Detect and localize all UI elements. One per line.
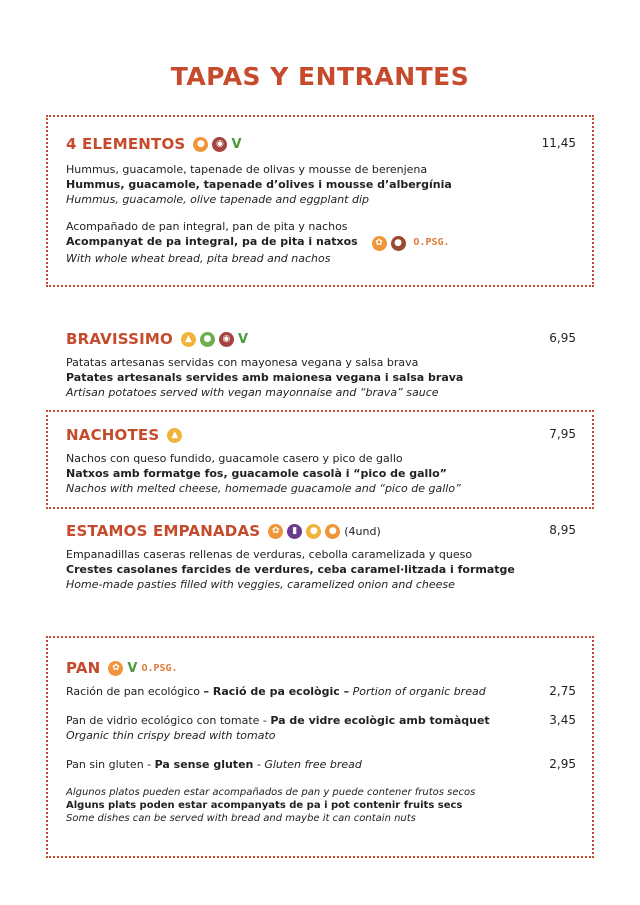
item-price: 2,75	[549, 684, 576, 698]
bravissimo-header	[66, 329, 576, 349]
item-es: Pan sin gluten -	[66, 758, 155, 771]
desc-es: Nachos con queso fundido, guacamole casero y pico de gallo	[66, 452, 403, 465]
egg-icon: ●	[306, 524, 321, 539]
bravissimo-section	[66, 329, 576, 400]
desc-en: Hummus, guacamole, olive tapenade and eggplant dip	[66, 193, 369, 206]
item-es: Ración de pan ecológico	[66, 685, 204, 698]
lactose-icon: ▮	[287, 524, 302, 539]
nachotes-section	[66, 425, 576, 496]
acc-icons	[372, 236, 406, 251]
note-en: Some dishes can be served with bread and maybe it can contain nuts	[66, 813, 416, 824]
item-ca: Pa de vidre ecològic amb tomàquet	[270, 714, 490, 727]
item-price: 3,45	[549, 713, 576, 727]
allergen-icons	[268, 524, 340, 539]
vegan-icon: V	[231, 136, 242, 152]
item-ca: Pa sense gluten	[154, 758, 254, 771]
note-ca: Alguns plats poden estar acompanyats de pa i pot contenir fruits secs	[66, 800, 463, 811]
gluten-icon: ✿	[108, 661, 123, 676]
dish-name: NACHOTES	[66, 426, 160, 444]
dish-name: 4 ELEMENTOS	[66, 135, 186, 153]
item-price: 2,95	[549, 757, 576, 771]
desc-en: Nachos with melted cheese, homemade guacamole and “pico de gallo”	[66, 482, 461, 495]
desc-es: Patatas artesanas servidas con mayonesa vegana y salsa brava	[66, 356, 419, 369]
empanadas-section	[66, 521, 576, 592]
empanadas-header	[66, 521, 576, 541]
pan-item	[66, 757, 576, 772]
opsg-tag: O.PSG.	[141, 662, 178, 674]
pan-section	[66, 658, 576, 825]
pan-item	[66, 684, 576, 699]
nachotes-header	[66, 425, 576, 445]
desc-es: Empanadillas caseras rellenas de verduras, cebolla caramelizada y queso	[66, 548, 473, 561]
dish-name: BRAVISSIMO	[66, 330, 173, 348]
allergen-icons	[108, 661, 137, 676]
elementos-header	[66, 134, 576, 154]
sesame-icon: ●	[391, 236, 406, 251]
allergen-icons	[193, 137, 241, 152]
desc-ca: Natxos amb formatge fos, guacamole casolà i “pico de gallo”	[66, 467, 447, 480]
acc-es: Acompañado de pan integral, pan de pita y nachos	[66, 220, 348, 233]
dish-price: 7,95	[549, 427, 576, 441]
opsg-tag: O.PSG.	[413, 237, 450, 248]
note-es: Algunos platos pueden estar acompañados de pan y puede contener frutos secos	[66, 787, 476, 798]
elementos-section	[66, 134, 576, 266]
acc-en: With whole wheat bread, pita bread and nachos	[66, 252, 331, 265]
item-en: Portion of organic bread	[349, 685, 486, 698]
dish-price: 6,95	[549, 331, 576, 345]
desc-ca: Patates artesanals servides amb maionesa vegana i salsa brava	[66, 371, 464, 384]
vegan-icon: V	[237, 331, 249, 347]
wine-icon: ◉	[219, 332, 234, 347]
item-es: Pan de vidrio ecológico con tomate -	[66, 714, 271, 727]
nuts-icon: ●	[193, 137, 208, 152]
vegan-icon: V	[127, 660, 138, 676]
dish-name: ESTAMOS EMPANADAS	[66, 522, 261, 540]
acc-ca-line	[66, 234, 576, 251]
allergen-icons	[167, 428, 182, 443]
gluten-icon: ✿	[372, 236, 387, 251]
pan-header	[66, 658, 576, 678]
gluten-icon: ✿	[268, 524, 283, 539]
dish-name: PAN	[66, 659, 101, 677]
dish-price: 11,45	[541, 136, 576, 150]
pan-item	[66, 713, 576, 728]
desc-en: Artisan potatoes served with vegan mayonnaise and “brava” sauce	[66, 386, 439, 399]
celery-icon: ●	[200, 332, 215, 347]
item-ca: – Ració de pa ecològic –	[203, 685, 350, 698]
allergen-icons	[181, 332, 248, 347]
nuts-icon: ●	[325, 524, 340, 539]
desc-en: Home-made pasties filled with veggies, caramelized onion and cheese	[66, 578, 455, 591]
milk-icon: ▲	[167, 428, 182, 443]
desc-es: Hummus, guacamole, tapenade de olivas y mousse de berenjena	[66, 163, 428, 176]
desc-ca: Crestes casolanes farcides de verdures, ceba caramel·litzada i formatge	[66, 563, 515, 576]
wine-icon: ◉	[212, 137, 227, 152]
page-title: TAPAS Y ENTRANTES	[170, 62, 470, 91]
quantity-label: (4und)	[344, 524, 381, 538]
item-en: Organic thin crispy bread with tomato	[66, 729, 276, 742]
dish-price: 8,95	[549, 523, 576, 537]
acc-ca: Acompanyat de pa integral, pa de pita i natxos	[66, 235, 358, 248]
desc-ca: Hummus, guacamole, tapenade d’olives i mousse d’albergínia	[66, 178, 452, 191]
milk-icon: ▲	[181, 332, 196, 347]
item-en: - Gluten free bread	[253, 758, 362, 771]
